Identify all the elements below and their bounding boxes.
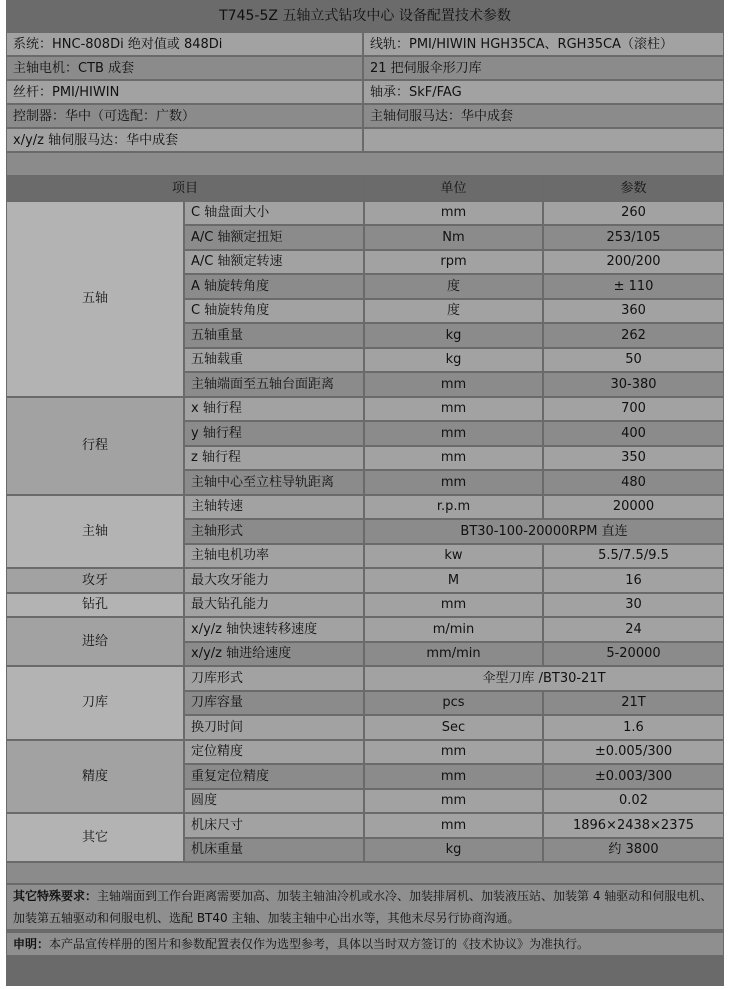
row-param: 1.6 <box>544 716 723 739</box>
config-right: 主轴伺服马达：华中成套 <box>364 105 723 127</box>
row-param: ±0.003/300 <box>544 765 723 788</box>
row-unit: Sec <box>365 716 542 739</box>
group-label: 主轴 <box>7 496 183 568</box>
row-unit: 度 <box>365 275 542 298</box>
row-unit: mm <box>365 398 542 421</box>
row-unit: mm <box>365 741 542 764</box>
row-unit: kg <box>365 349 542 372</box>
row-unit: 度 <box>365 300 542 323</box>
row-item: x/y/z 轴快速转移速度 <box>185 618 363 641</box>
row-param: 21T <box>544 692 723 715</box>
row-unit: mm <box>365 202 542 225</box>
config-left: 系统：HNC-808Di 绝对值或 848Di <box>7 33 362 55</box>
group-label: 五轴 <box>7 202 183 396</box>
row-unit: mm <box>365 790 542 813</box>
config-right: 21 把伺服伞形刀库 <box>364 57 723 79</box>
group-label: 攻牙 <box>7 569 183 592</box>
row-param: 350 <box>544 447 723 470</box>
row-param: 700 <box>544 398 723 421</box>
row-param: 约 3800 <box>544 839 723 862</box>
row-unit: rpm <box>365 251 542 274</box>
statement <box>7 933 723 955</box>
group-label: 刀库 <box>7 667 183 739</box>
row-param: 400 <box>544 422 723 445</box>
row-param: 253/105 <box>544 226 723 249</box>
config-right: 线轨：PMI/HIWIN HGH35CA、RGH35CA（滚柱） <box>364 33 723 55</box>
row-param: 24 <box>544 618 723 641</box>
row-item: 主轴端面至五轴台面距离 <box>185 373 363 396</box>
row-param: 260 <box>544 202 723 225</box>
row-item: A/C 轴额定扭矩 <box>185 226 363 249</box>
row-unit: mm <box>365 814 542 837</box>
row-param: ± 110 <box>544 275 723 298</box>
row-param: 360 <box>544 300 723 323</box>
row-unit: Nm <box>365 226 542 249</box>
row-unit: mm <box>365 471 542 494</box>
page-title: T745-5Z 五轴立式钻攻中心 设备配置技术参数 <box>7 1 723 31</box>
row-item: y 轴行程 <box>185 422 363 445</box>
config-left: 控制器：华中（可选配：广数） <box>7 105 362 127</box>
row-unit: mm <box>365 765 542 788</box>
row-item: 主轴形式 <box>185 520 363 543</box>
row-param: 5-20000 <box>544 643 723 666</box>
special-label: 其它特殊要求： <box>13 889 98 903</box>
row-unit: kw <box>365 545 542 568</box>
row-param: 5.5/7.5/9.5 <box>544 545 723 568</box>
row-unit: mm <box>365 422 542 445</box>
row-unit: r.p.m <box>365 496 542 519</box>
row-param: 1896×2438×2375 <box>544 814 723 837</box>
blank-row <box>7 863 723 883</box>
row-item: 重复定位精度 <box>185 765 363 788</box>
group-label: 其它 <box>7 814 183 861</box>
config-left: x/y/z 轴伺服马达：华中成套 <box>7 129 362 151</box>
config-left: 主轴电机：CTB 成套 <box>7 57 362 79</box>
group-label: 行程 <box>7 398 183 494</box>
row-item: 刀库容量 <box>185 692 363 715</box>
row-item: A/C 轴额定转速 <box>185 251 363 274</box>
row-param: ±0.005/300 <box>544 741 723 764</box>
row-item: x/y/z 轴进给速度 <box>185 643 363 666</box>
config-right <box>364 129 723 151</box>
row-param: 伞型刀库 /BT30-21T <box>365 667 723 690</box>
row-param: 30 <box>544 594 723 617</box>
row-item: 五轴重量 <box>185 324 363 347</box>
group-label: 精度 <box>7 741 183 813</box>
group-label: 钻孔 <box>7 594 183 617</box>
row-param: 200/200 <box>544 251 723 274</box>
row-param: 0.02 <box>544 790 723 813</box>
special-requirements <box>7 885 723 929</box>
row-item: z 轴行程 <box>185 447 363 470</box>
blank-row <box>7 153 723 175</box>
row-param: 30-380 <box>544 373 723 396</box>
row-item: 圆度 <box>185 790 363 813</box>
group-label: 进给 <box>7 618 183 665</box>
spec-sheet <box>6 0 724 986</box>
row-item: C 轴盘面大小 <box>185 202 363 225</box>
row-item: 机床尺寸 <box>185 814 363 837</box>
header-unit: 单位 <box>365 177 542 200</box>
row-item: 刀库形式 <box>185 667 363 690</box>
row-param: 16 <box>544 569 723 592</box>
row-item: A 轴旋转角度 <box>185 275 363 298</box>
row-unit: mm <box>365 373 542 396</box>
statement-text: 本产品宣传样册的图片和参数配置表仅作为选型参考，具体以当时双方签订的《技术协议》为准执行。 <box>49 937 590 951</box>
config-left: 丝杆：PMI/HIWIN <box>7 81 362 103</box>
statement-label: 申明： <box>13 937 50 951</box>
row-param: 262 <box>544 324 723 347</box>
row-item: C 轴旋转角度 <box>185 300 363 323</box>
row-item: 主轴电机功率 <box>185 545 363 568</box>
row-item: 主轴中心至立柱导轨距离 <box>185 471 363 494</box>
row-item: 主轴转速 <box>185 496 363 519</box>
header-item: 项目 <box>7 177 363 200</box>
row-unit: pcs <box>365 692 542 715</box>
row-unit: mm <box>365 447 542 470</box>
row-unit: kg <box>365 839 542 862</box>
row-item: 最大钻孔能力 <box>185 594 363 617</box>
row-param: 480 <box>544 471 723 494</box>
special-text: 主轴端面到工作台距离需要加高、加装主轴油冷机或水冷、加装排屑机、加装液压站、加装第 4 轴驱动和伺服电机、加装第五轴驱动和伺服电机、选配 BT40 主轴、加装主轴中心出水等，其他未尽另行协商沟通。 <box>13 889 713 925</box>
row-item: 最大攻牙能力 <box>185 569 363 592</box>
config-right: 轴承：SkF/FAG <box>364 81 723 103</box>
row-param: 20000 <box>544 496 723 519</box>
header-param: 参数 <box>544 177 723 200</box>
row-item: 换刀时间 <box>185 716 363 739</box>
row-unit: m/min <box>365 618 542 641</box>
row-unit: M <box>365 569 542 592</box>
row-param: BT30-100-20000RPM 直连 <box>365 520 723 543</box>
row-param: 50 <box>544 349 723 372</box>
row-unit: mm <box>365 594 542 617</box>
row-item: 机床重量 <box>185 839 363 862</box>
row-item: 五轴载重 <box>185 349 363 372</box>
row-item: 定位精度 <box>185 741 363 764</box>
row-unit: kg <box>365 324 542 347</box>
row-unit: mm/min <box>365 643 542 666</box>
row-item: x 轴行程 <box>185 398 363 421</box>
